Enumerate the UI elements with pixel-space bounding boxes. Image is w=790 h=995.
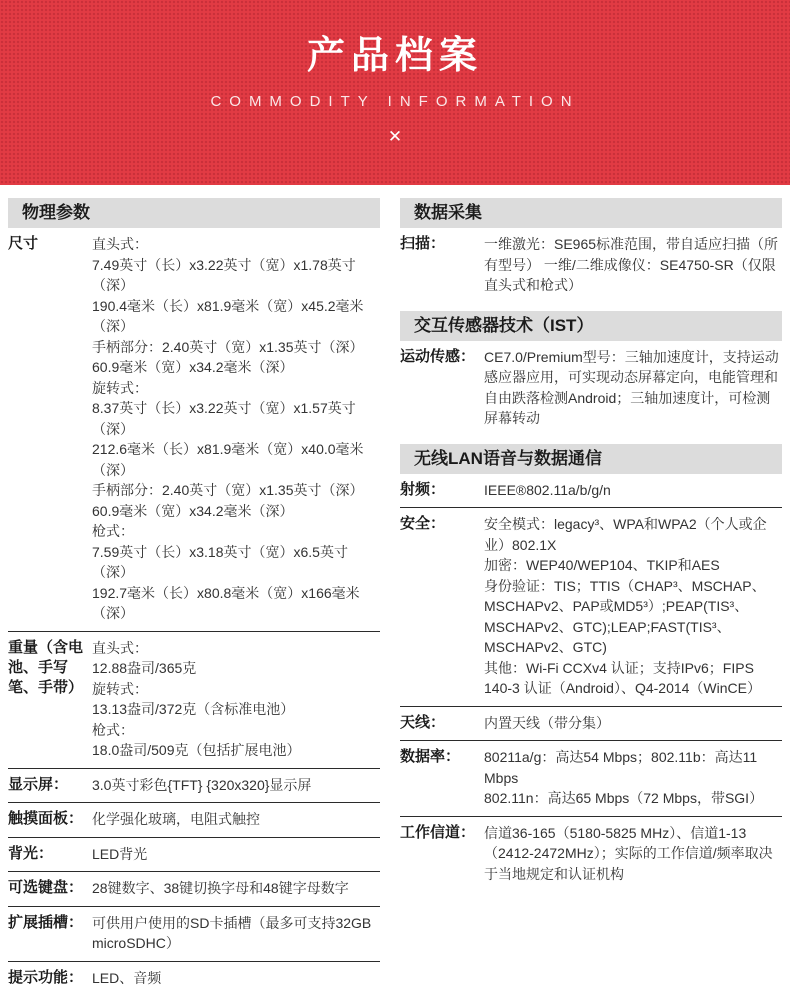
spec-value-line: 加密：WEP40/WEP104、TKIP和AES — [484, 555, 782, 576]
spec-value — [92, 844, 380, 865]
spec-value-line: 可供用户使用的SD卡插槽（最多可支持32GB microSDHC） — [92, 913, 380, 954]
spec-row — [8, 768, 380, 803]
spec-value-line: 安全模式：legacy³、WPA和WPA2（个人或企业）802.1X — [484, 514, 782, 555]
spec-value-line: 3.0英寸彩色{TFT} {320x320}显示屏 — [92, 775, 380, 796]
spec-value-line: 手柄部分：2.40英寸（宽）x1.35英寸（深） — [92, 480, 380, 501]
spec-label: 提示功能： — [8, 968, 92, 989]
spec-label: 安全： — [400, 514, 484, 699]
spec-row — [8, 961, 380, 995]
x-ornament-icon: ✕ — [0, 127, 790, 147]
spec-label: 天线： — [400, 713, 484, 734]
spec-value — [484, 823, 782, 885]
spec-row — [400, 341, 782, 436]
spec-value-line: 13.13盎司/372克（含标准电池） — [92, 699, 380, 720]
spec-value — [92, 775, 380, 796]
spec-label: 触摸面板： — [8, 809, 92, 830]
spec-value-line: 身份验证：TIS；TTIS（CHAP³、MSCHAP、MSCHAPv2、PAP或MD5³）;PEAP(TIS³、MSCHAPv2、GTC);LEAP;FAST(TIS³、MSCHAPv2、GTC) — [484, 576, 782, 658]
spec-row — [400, 474, 782, 508]
spec-label: 可选键盘： — [8, 878, 92, 899]
spec-value-line: 18.0盎司/509克（包括扩展电池） — [92, 740, 380, 761]
spec-value-line: 7.49英寸（长）x3.22英寸（宽）x1.78英寸（深） — [92, 255, 380, 296]
spec-value — [484, 747, 782, 809]
spec-value-line: 枪式： — [92, 521, 380, 542]
product-banner — [0, 0, 790, 185]
spec-value-line: CE7.0/Premium型号：三轴加速度计，支持运动感应器应用，可实现动态屏幕定向，电能管理和自由跌落检测Android；三轴加速度计，可检测屏幕转动 — [484, 347, 782, 429]
spec-label: 工作信道： — [400, 823, 484, 885]
spec-value-line: LED背光 — [92, 844, 380, 865]
section-header: 无线LAN语音与数据通信 — [400, 444, 782, 474]
spec-row — [8, 631, 380, 768]
spec-value-line: 7.59英寸（长）x3.18英寸（宽）x6.5英寸（深） — [92, 542, 380, 583]
spec-value — [92, 638, 380, 761]
spec-value — [92, 968, 380, 989]
spec-row — [8, 837, 380, 872]
spec-value-line: 8.37英寸（长）x3.22英寸（宽）x1.57英寸（深） — [92, 398, 380, 439]
spec-value — [484, 480, 782, 501]
spec-label: 扩展插槽： — [8, 913, 92, 954]
spec-value-line: 手柄部分：2.40英寸（宽）x1.35英寸（深） — [92, 337, 380, 358]
page-title: 产品档案 — [0, 0, 790, 78]
spec-value-line: 其他：Wi-Fi CCXv4 认证；支持IPv6；FIPS 140-3 认证（Android）、Q4-2014（WinCE） — [484, 658, 782, 699]
spec-value-line: 80211a/g：高达54 Mbps；802.11b：高达11 Mbps — [484, 747, 782, 788]
spec-value-line: 旋转式： — [92, 378, 380, 399]
spec-label: 射频： — [400, 480, 484, 501]
spec-value-line: 60.9毫米（宽）x34.2毫米（深） — [92, 501, 380, 522]
spec-value — [484, 713, 782, 734]
spec-value — [92, 809, 380, 830]
spec-row — [400, 816, 782, 892]
spec-value-line: 802.11n：高达65 Mbps（72 Mbps，带SGI） — [484, 788, 782, 809]
spec-value — [92, 878, 380, 899]
spec-value-line: 化学强化玻璃，电阻式触控 — [92, 809, 380, 830]
spec-label: 背光： — [8, 844, 92, 865]
spec-value-line: 192.7毫米（长）x80.8毫米（宽）x166毫米（深） — [92, 583, 380, 624]
spec-value — [484, 347, 782, 429]
content-columns — [0, 185, 790, 995]
spec-label: 扫描： — [400, 234, 484, 296]
spec-value-line: 直头式： — [92, 638, 380, 659]
spec-row — [8, 906, 380, 961]
spec-value-line: IEEE®802.11a/b/g/n — [484, 480, 782, 501]
spec-column-right — [400, 198, 782, 995]
section-rows — [400, 341, 782, 436]
spec-value-line: 信道36-165（5180-5825 MHz）、信道1-13（2412-2472MHz）；实际的工作信道/频率取决于当地规定和认证机构 — [484, 823, 782, 885]
spec-label: 尺寸 — [8, 234, 92, 624]
spec-value-line: 212.6毫米（长）x81.9毫米（宽）x40.0毫米（深） — [92, 439, 380, 480]
spec-row — [400, 507, 782, 706]
spec-value-line: 60.9毫米（宽）x34.2毫米（深） — [92, 357, 380, 378]
spec-label: 重量（含电池、手写笔、手带） — [8, 638, 92, 761]
spec-row — [8, 802, 380, 837]
spec-value-line: 旋转式： — [92, 679, 380, 700]
spec-row — [8, 228, 380, 631]
spec-label: 运动传感： — [400, 347, 484, 429]
spec-label: 数据率： — [400, 747, 484, 809]
spec-row — [8, 871, 380, 906]
spec-value-line: 直头式： — [92, 234, 380, 255]
spec-value-line: 12.88盎司/365克 — [92, 658, 380, 679]
spec-value-line: 一维激光：SE965标准范围，带自适应扫描（所有型号） 一维/二维成像仪：SE4750-SR（仅限直头式和枪式） — [484, 234, 782, 296]
spec-value-line: LED、音频 — [92, 968, 380, 989]
spec-column-left — [8, 198, 380, 995]
section-header: 数据采集 — [400, 198, 782, 228]
page-subtitle: COMMODITY INFORMATION — [0, 93, 790, 110]
section-rows — [400, 228, 782, 303]
section-rows — [400, 474, 782, 892]
spec-value — [484, 514, 782, 699]
spec-value — [484, 234, 782, 296]
section-rows — [8, 228, 380, 995]
spec-value — [92, 913, 380, 954]
spec-row — [400, 740, 782, 816]
spec-value-line: 190.4毫米（长）x81.9毫米（宽）x45.2毫米（深） — [92, 296, 380, 337]
spec-value — [92, 234, 380, 624]
spec-value-line: 28键数字、38键切换字母和48键字母数字 — [92, 878, 380, 899]
section-header: 物理参数 — [8, 198, 380, 228]
spec-label: 显示屏： — [8, 775, 92, 796]
spec-row — [400, 706, 782, 741]
spec-value-line: 枪式： — [92, 720, 380, 741]
spec-value-line: 内置天线（带分集） — [484, 713, 782, 734]
section-header: 交互传感器技术（IST） — [400, 311, 782, 341]
spec-row — [400, 228, 782, 303]
